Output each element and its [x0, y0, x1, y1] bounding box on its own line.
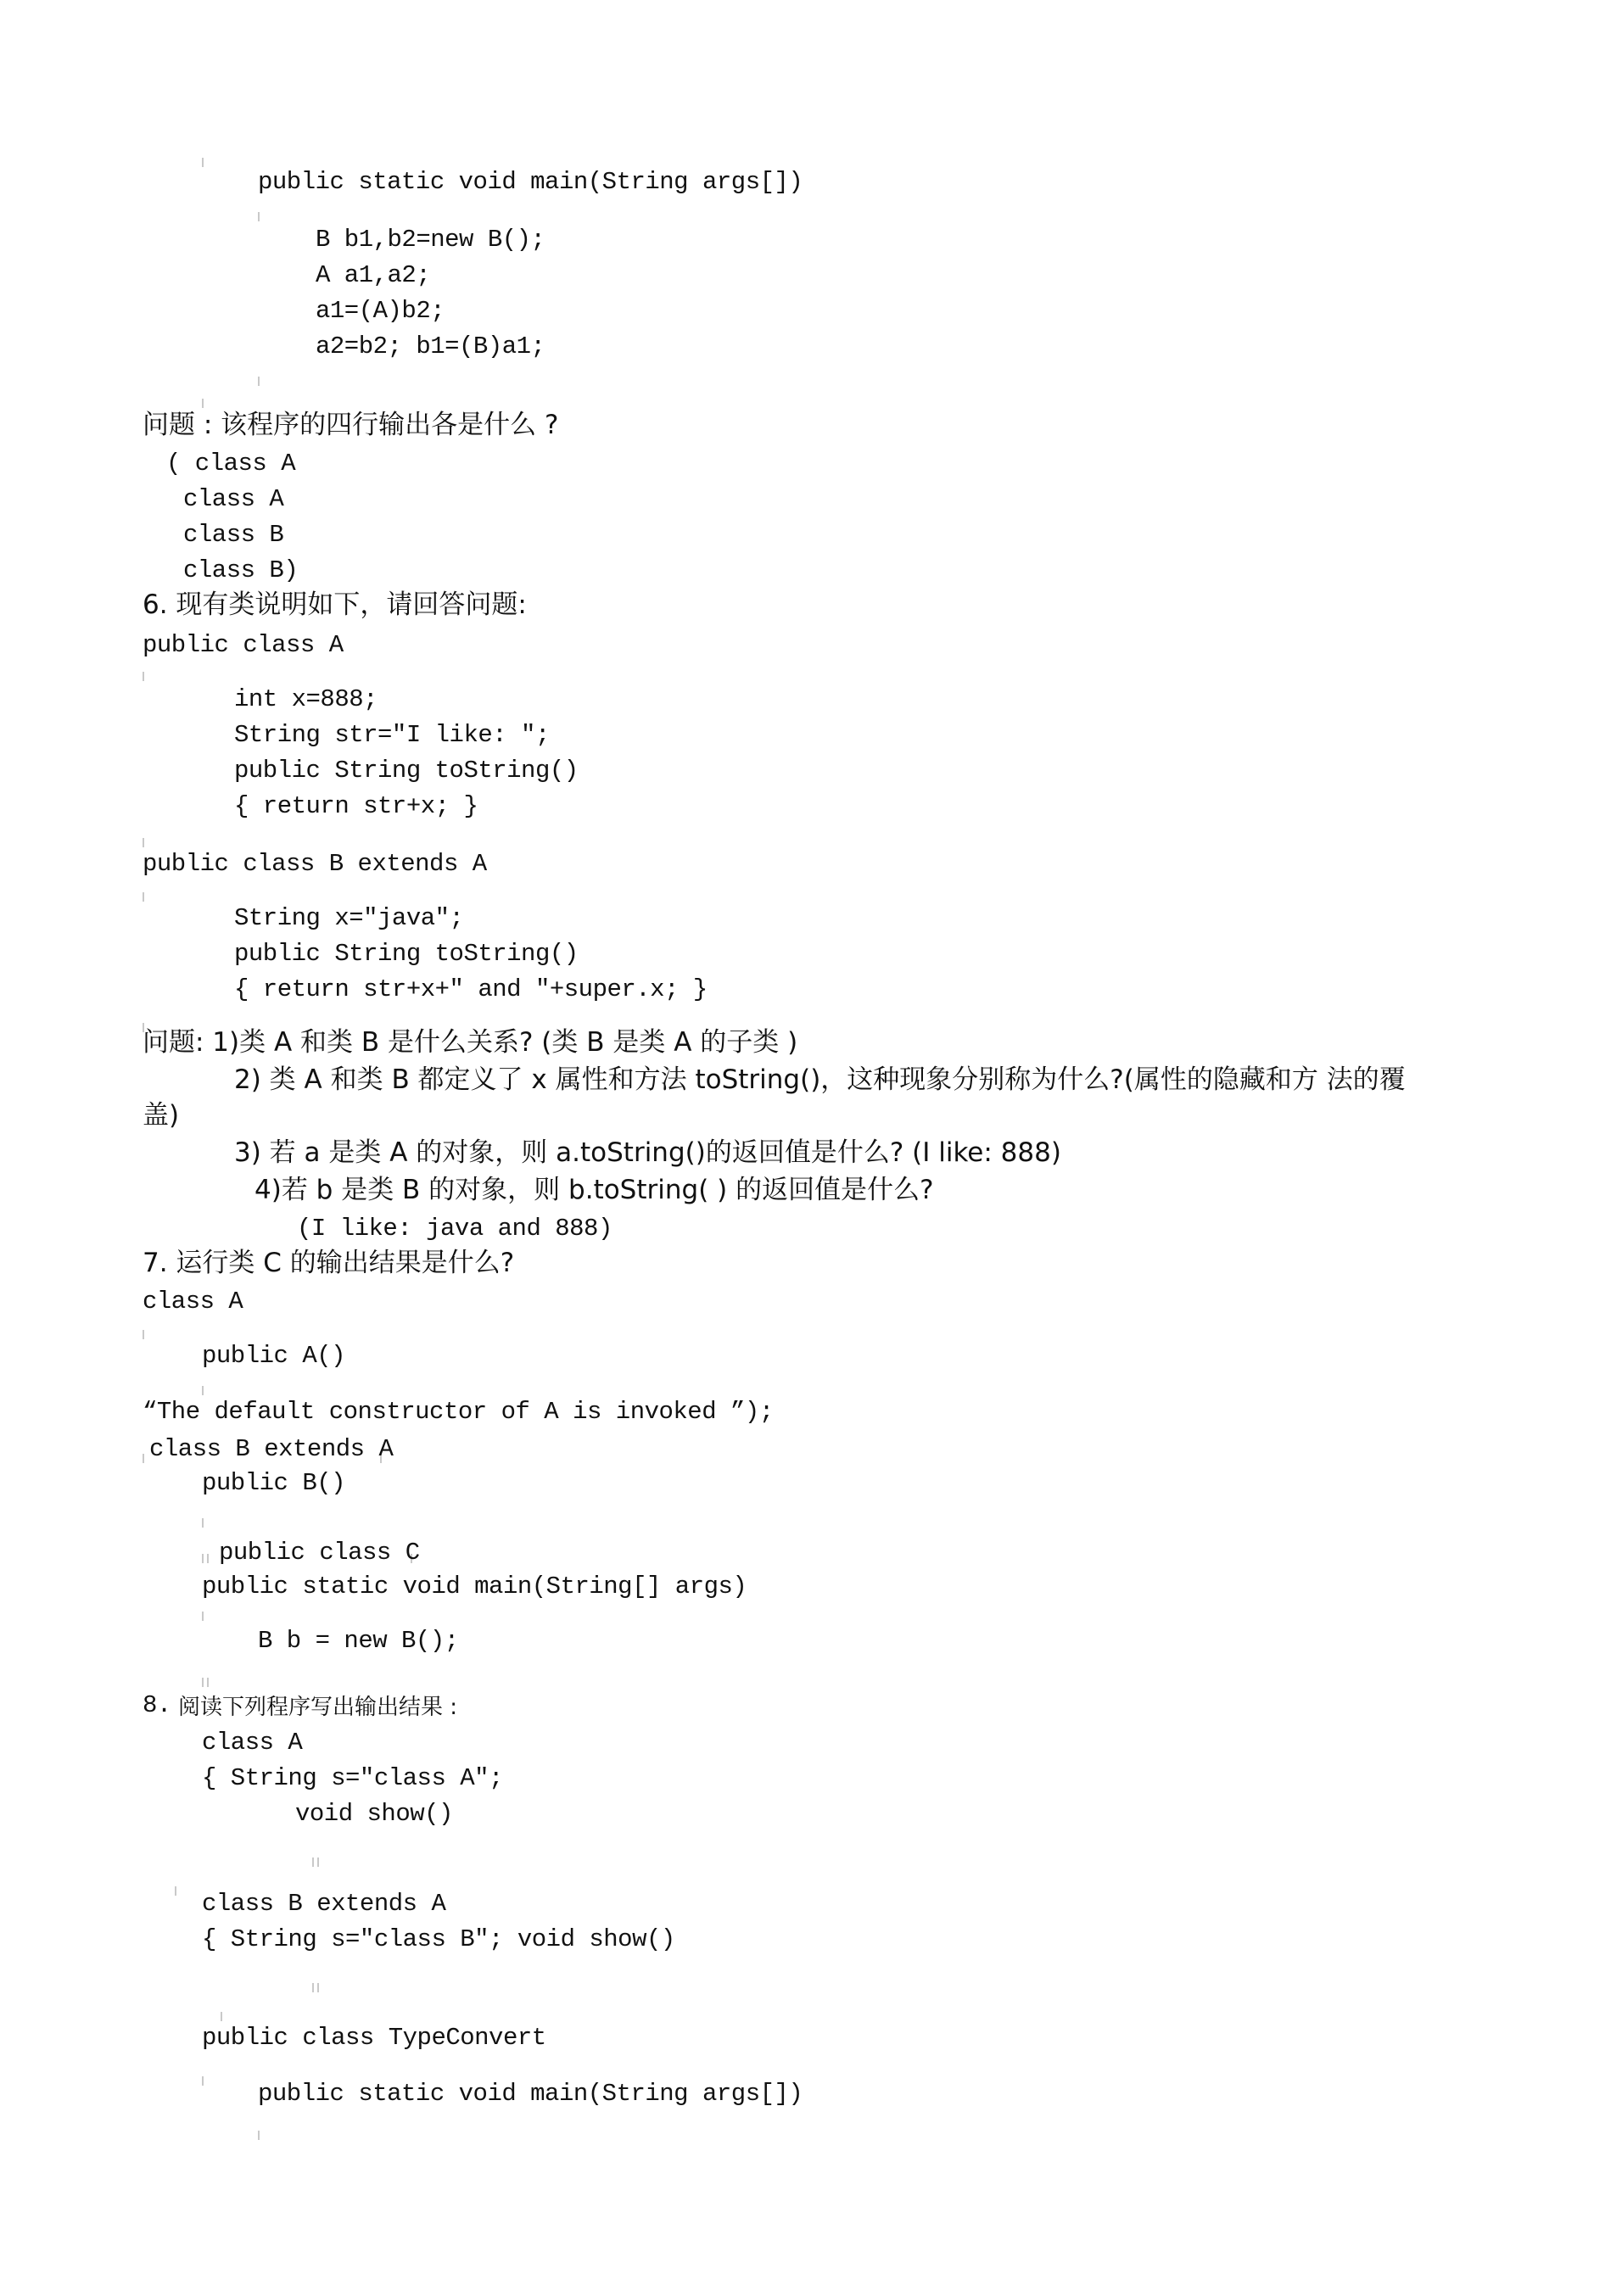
code-line: class B extends A: [202, 1890, 446, 1918]
code-line: public class B extends A: [143, 850, 487, 878]
bracket-mark: [207, 1554, 209, 1563]
bracket-mark: [202, 158, 204, 167]
code-line: B b = new B();: [258, 1627, 459, 1655]
question-line: 问题: 1)类 A 和类 B 是什么关系? (类 B 是类 A 的子类 ): [143, 1027, 798, 1058]
question-number: 8.: [143, 1691, 171, 1719]
bracket-mark: [202, 1678, 204, 1687]
bracket-mark: [202, 1518, 204, 1528]
bracket-mark: [258, 212, 260, 221]
code-line: String x="java";: [234, 904, 464, 932]
code-line: public String toString(): [234, 940, 579, 968]
code-line: “The default constructor of A is invoked ”);: [143, 1398, 774, 1426]
code-line: String str="I like: ";: [234, 721, 550, 749]
question-heading: 6. 现有类说明如下，请回答问题:: [143, 589, 527, 620]
bracket-mark: [143, 1330, 144, 1339]
code-line: B b1,b2=new B();: [316, 226, 545, 254]
question-line: 3) 若 a 是类 A 的对象，则 a.toString()的返回值是什么? (I like: 888): [234, 1137, 1061, 1168]
bracket-mark: [143, 1454, 144, 1463]
code-line: int x=888;: [234, 685, 378, 713]
code-line: { return str+x; }: [234, 792, 478, 820]
answer-line: class B: [183, 521, 284, 549]
code-line: { return str+x+" and "+super.x; }: [234, 975, 708, 1003]
code-line: public A(): [202, 1342, 346, 1370]
bracket-mark: [258, 377, 260, 386]
code-line: { String s="class A";: [202, 1764, 503, 1792]
bracket-mark: [317, 1857, 319, 1867]
code-line: public B(): [202, 1469, 346, 1497]
code-line: a2=b2; b1=(B)a1;: [316, 332, 545, 360]
bracket-mark: [143, 672, 144, 681]
bracket-mark: [312, 1857, 314, 1867]
bracket-mark: [202, 1554, 204, 1563]
bracket-mark: [202, 2076, 204, 2086]
bracket-mark: [207, 1678, 209, 1687]
code-line: public class C: [219, 1539, 420, 1567]
question-line: 盖): [143, 1100, 180, 1131]
answer-line: class B): [183, 556, 299, 584]
bracket-mark: [202, 1612, 204, 1621]
bracket-mark: [312, 1983, 314, 1992]
code-line: { String s="class B"; void show(): [202, 1925, 675, 1953]
question-line: 问题 : 该程序的四行输出各是什么 ?: [143, 410, 559, 440]
bracket-mark: [202, 1386, 204, 1395]
code-line: class B extends A: [149, 1435, 394, 1463]
bracket-mark: [317, 1983, 319, 1992]
bracket-mark: [143, 838, 144, 847]
code-line: public static void main(String args[]): [258, 2080, 803, 2108]
code-line: public class TypeConvert: [202, 2024, 546, 2052]
code-line: public static void main(String[] args): [202, 1573, 747, 1600]
question-line: 2) 类 A 和类 B 都定义了 x 属性和方法 toString()，这种现象分别称为什么?(属性的隐藏和方 法的覆: [234, 1064, 1406, 1095]
bracket-mark: [221, 2012, 222, 2021]
code-line: void show(): [295, 1800, 453, 1828]
code-line: class A: [202, 1729, 303, 1757]
bracket-mark: [258, 2131, 260, 2140]
code-line: public String toString(): [234, 757, 579, 785]
question-heading: 阅读下列程序写出输出结果 :: [178, 1695, 458, 1720]
code-line: class A: [143, 1288, 243, 1316]
code-line: a1=(A)b2;: [316, 297, 445, 325]
answer-line: class A: [183, 485, 284, 513]
question-heading: 7. 运行类 C 的输出结果是什么?: [143, 1248, 515, 1278]
answer-line: ( class A: [166, 450, 296, 478]
code-line: A a1,a2;: [316, 261, 431, 289]
bracket-mark: [202, 399, 204, 408]
code-line: public class A: [143, 631, 344, 659]
answer-line: (I like: java and 888): [297, 1215, 612, 1243]
question-line: 4)若 b 是类 B 的对象，则 b.toString( ) 的返回值是什么?: [254, 1175, 934, 1205]
bracket-mark: [175, 1886, 176, 1896]
code-line: public static void main(String args[]): [258, 168, 803, 196]
bracket-mark: [143, 892, 144, 902]
